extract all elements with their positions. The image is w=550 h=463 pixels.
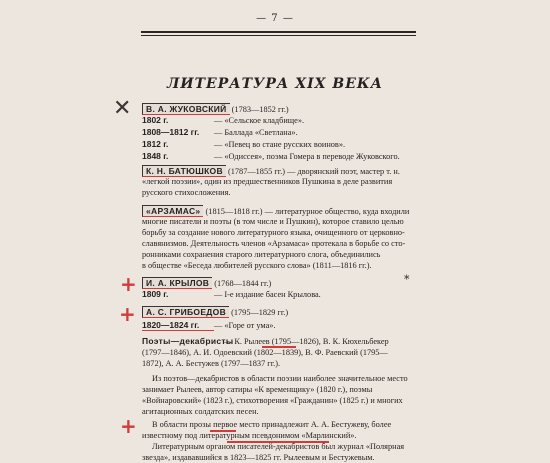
decembrists-entry: Поэты—декабристы— К. Рылеев (1795—1826), В. К. Кюхельбекер — [142, 336, 389, 346]
header-rule-thin — [141, 35, 416, 36]
society-name: «АРЗАМАС» — [142, 205, 203, 217]
text-line: Литературным органом писателей-декабристов был журнал «Полярная — [152, 442, 405, 451]
work-line: 1809 г. — I-е издание басен Крылова. — [142, 289, 321, 299]
text-line: борьбу за создание нового литературного языка, очищенного от церковно- — [142, 228, 405, 237]
work-line: 1812 г. — «Певец во стане русских воинов». — [142, 139, 346, 149]
text-line: «легкой поэзии», один из предшественников Пушкина в деле развития — [142, 177, 393, 186]
text-line: В области прозы первое место принадлежит А. А. Бестужеву, более — [152, 420, 392, 429]
arzamas-entry — [142, 205, 409, 217]
text-line: известному под литературным псевдонимом «Марлинский». — [142, 431, 357, 440]
author-name: И. А. КРЫЛОВ — [142, 277, 212, 289]
text-line: звезда», издававшийся в 1823—1825 гг. Рылеевым и Бестужевым. — [142, 453, 375, 462]
red-cross-mark: + — [120, 272, 137, 296]
text-line: славянизмов. Деятельность членов «Арзамаса» протекала в борьбе со сто- — [142, 239, 406, 248]
batyushkov-entry — [142, 165, 400, 177]
author-dates: (1787—1855 гг.) — дворянский поэт, мастер т. н. — [228, 167, 400, 176]
group-label: Поэты—декабристы — [142, 336, 234, 346]
work-line: 1808—1812 гг. — Баллада «Светлана». — [142, 127, 298, 137]
griboedov-entry — [142, 306, 288, 318]
red-cross-mark: + — [120, 414, 137, 438]
text-line: (1797—1846), А. И. Одоевский (1802—1839), В. Ф. Раевский (1795— — [142, 348, 388, 357]
section-heading: ЛИТЕРАТУРА XIX ВЕКА — [167, 76, 383, 92]
author-dates: (1795—1829 гг.) — [231, 308, 289, 317]
page-number: — 7 — — [256, 13, 294, 24]
krylov-entry — [142, 277, 271, 289]
author-name: В. А. ЖУКОВСКИЙ — [142, 103, 230, 115]
text-line: «Войнаровский» (1823 г.), стихотворения «Гражданин» (1825 г.) и многих — [142, 396, 403, 405]
work-line: 1820—1824 гг. — «Горе от ума». — [142, 320, 276, 330]
header-rule-thick — [141, 31, 416, 33]
text-line: Из поэтов—декабристов в области поэзии наиболее значительное место — [152, 374, 408, 383]
text-line: 1872), А. А. Бестужев (1797—1837 гг.). — [142, 359, 281, 368]
text-line: многие писатели и поэты (в том числе и Пушкин), которое ставило целью — [142, 217, 404, 226]
author-name: К. Н. БАТЮШКОВ — [142, 165, 226, 177]
text-line: ронниками сохранения старого литературного слога, объединились — [142, 250, 381, 259]
text-line: русского стихосложения. — [142, 188, 231, 197]
text-line: занимает Рылеев, автор сатиры «К временщику» (1820 г.), поэмы — [142, 385, 373, 394]
pen-cross-mark: ✕ — [113, 96, 132, 121]
work-line: 1848 г. — «Одиссея», поэма Гомера в переводе Жуковского. — [142, 151, 400, 161]
text-line: агитационных солдатских песен. — [142, 407, 259, 416]
author-dates: (1783—1852 гг.) — [231, 105, 289, 114]
red-cross-mark: + — [119, 302, 136, 326]
footnote-asterisk: * — [404, 273, 410, 286]
text-line: в обществе «Беседа любителей русского слова» (1811—1816 гг.). — [142, 261, 372, 270]
zhukovsky-entry — [142, 103, 289, 115]
society-dates: (1815—1818 гг.) — литературное общество, куда входили — [205, 207, 410, 216]
author-name: А. С. ГРИБОЕДОВ — [142, 306, 229, 318]
work-line: 1802 г. — «Сельское кладбище». — [142, 115, 305, 125]
author-dates: (1768—1844 гг.) — [214, 279, 272, 288]
